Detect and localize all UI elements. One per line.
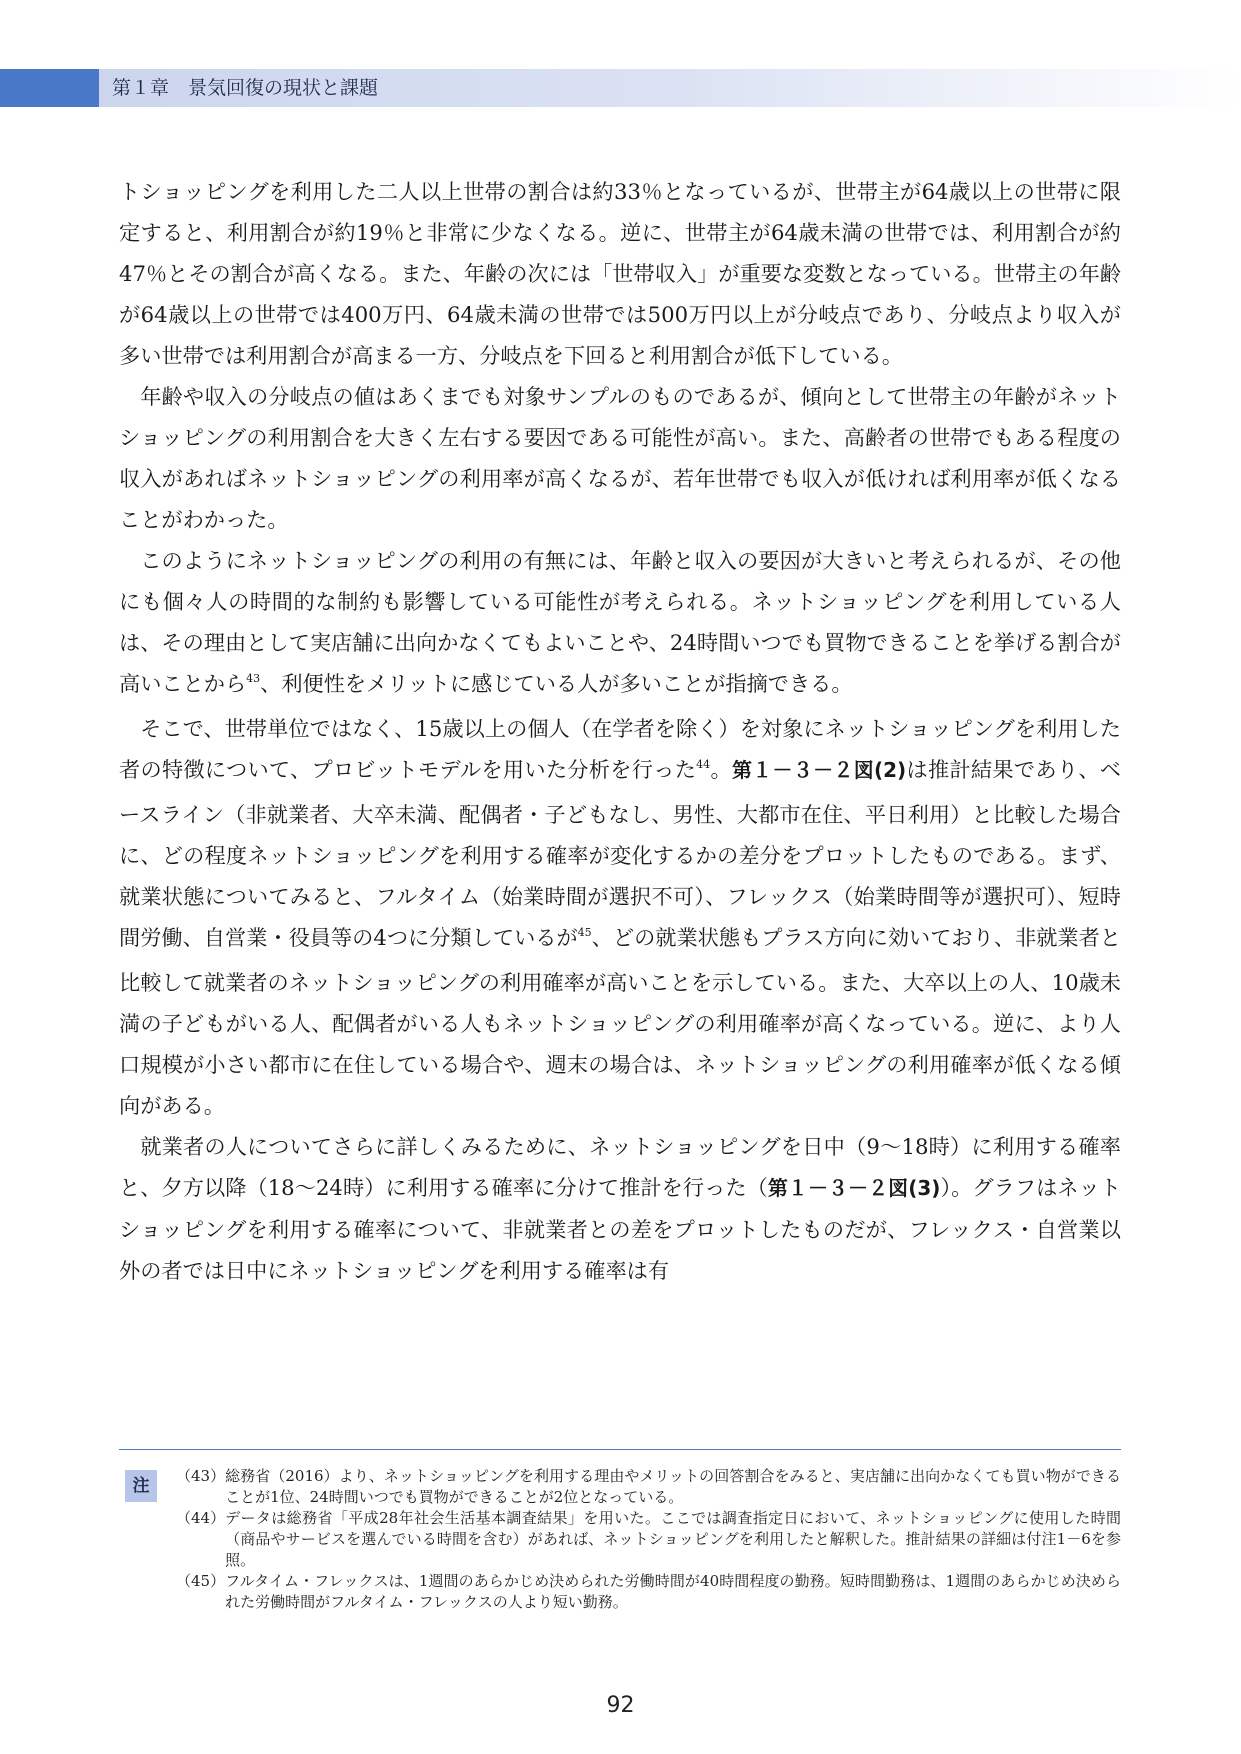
- chapter-header-tab: [0, 69, 99, 107]
- footnote-number: （43）: [176, 1467, 226, 1485]
- paragraph-3: [119, 540, 1121, 708]
- footnote-45: [176, 1571, 1121, 1613]
- footnote-number: （45）: [176, 1572, 226, 1590]
- footnote-number: （44）: [176, 1509, 226, 1527]
- paragraph-5-text-b: ）。グラフはネットショッピングを利用する確率について、非就業者との差をプロットしたものだが、フレックス・自営業以外の者では日中にネットショッピングを利用する確率は有: [119, 1175, 1122, 1283]
- footnote-text: フルタイム・フレックスは、1週間のあらかじめ決められた労働時間が40時間程度の勤務。短時間勤務は、1週間のあらかじめ決められた労働時間がフルタイム・フレックスの人より短い勤務。: [225, 1572, 1121, 1611]
- paragraph-4-text-a: そこで、世帯単位ではなく、15歳以上の個人（在学者を除く）を対象にネットショッピングを利用した者の特徴について、プロビットモデルを用いた分析を行った: [119, 716, 1121, 782]
- figure-reference-1-3-2-2: 第１－３－２図(2): [731, 758, 907, 782]
- main-body-text: [119, 171, 1121, 1291]
- paragraph-2: [119, 376, 1121, 540]
- footnote-43: [176, 1466, 1121, 1508]
- footnote-ref-43[interactable]: 43: [246, 672, 261, 685]
- paragraph-1-text: トショッピングを利用した二人以上世帯の割合は約33％となっているが、世帯主が64歳以上の世帯に限定すると、利用割合が約19％と非常に少なくなる。逆に、世帯主が64歳未満の世帯では、利用割合が約47％とその割合が高くなる。また、年齢の次には「世帯収入」が重要な変数となっている。世帯主の年齢が64歳以上の世帯では400万円、64歳未満の世帯では500万円以上が分岐点であり、分岐点より収入が多い世帯では利用割合が高まる一方、分岐点を下回ると利用割合が低下している。: [119, 179, 1121, 368]
- chapter-title: 第１章 景気回復の現状と課題: [112, 77, 379, 99]
- paragraph-4-separator: 。: [710, 757, 732, 782]
- paragraph-4-text-b: は推計結果であり、ベースライン（非就業者、大卒未満、配偶者・子どもなし、男性、大都市在住、平日利用）と比較した場合に、どの程度ネットショッピングを利用する確率が変化するかの差分をプロットしたものである。まず、就業状態についてみると、フルタイム（始業時間が選択不可）、フレックス（始業時間等が選択可）、短時間労働、自営業・役員等の4つに分類しているが: [119, 757, 1121, 950]
- paragraph-2-text: 年齢や収入の分岐点の値はあくまでも対象サンプルのものであるが、傾向として世帯主の年齢がネットショッピングの利用割合を大きく左右する要因である可能性が高い。また、高齢者の世帯でもある程度の収入があればネットショッピングの利用率が高くなるが、若年世帯でも収入が低ければ利用率が低くなることがわかった。: [119, 384, 1121, 532]
- paragraph-5-text-a: 就業者の人についてさらに詳しくみるために、ネットショッピングを日中（9～18時）に利用する確率と、夕方以降（18～24時）に利用する確率に分けて推計を行った（: [119, 1134, 1121, 1200]
- paragraph-3-text-a: このようにネットショッピングの利用の有無には、年齢と収入の要因が大きいと考えられるが、その他にも個々人の時間的な制約も影響している可能性が考えられる。ネットショッピングを利用している人は、その理由として実店舗に出向かなくてもよいことや、24時間いつでも買物できることを挙げる割合が高いことから: [119, 548, 1121, 696]
- footnotes: [176, 1466, 1121, 1613]
- paragraph-4-text-c: 、どの就業状態もプラス方向に効いており、非就業者と比較して就業者のネットショッピングの利用確率が高いことを示している。また、大卒以上の人、10歳未満の子どもがいる人、配偶者がいる人もネットショッピングの利用確率が高くなっている。逆に、より人口規模が小さい都市に在住している場合や、週末の場合は、ネットショッピングの利用確率が低くなる傾向がある。: [119, 925, 1121, 1118]
- paragraph-1: [119, 171, 1121, 376]
- paragraph-3-text-b: 、利便性をメリットに感じている人が多いことが指摘できる。: [260, 671, 853, 696]
- page-number: 92: [606, 1693, 635, 1718]
- footnote-ref-44[interactable]: 44: [696, 758, 711, 771]
- footnote-44: [176, 1508, 1121, 1571]
- footnote-text: データは総務省「平成28年社会生活基本調査結果」を用いた。ここでは調査指定日において、ネットショッピングに使用した時間（商品やサービスを選んでいる時間を含む）があれば、ネットショッピングを利用したと解釈した。推計結果の詳細は付注1－6を参照。: [225, 1509, 1121, 1569]
- notes-divider: [119, 1449, 1121, 1450]
- footnote-ref-45[interactable]: 45: [577, 926, 592, 939]
- notes-label: 注: [125, 1470, 157, 1502]
- paragraph-5: [119, 1126, 1121, 1291]
- paragraph-4: [119, 708, 1121, 1126]
- footnote-text: 総務省（2016）より、ネットショッピングを利用する理由やメリットの回答割合をみると、実店舗に出向かなくても買い物ができることが1位、24時間いつでも買物ができることが2位となっている。: [225, 1467, 1121, 1506]
- figure-reference-1-3-2-3: 第１－３－２図(3): [767, 1176, 941, 1200]
